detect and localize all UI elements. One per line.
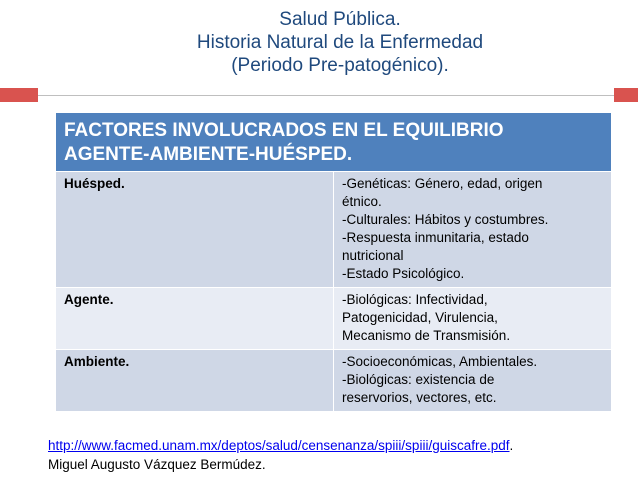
factors-table — [56, 113, 611, 411]
detail-line: Patogenicidad, Virulencia, — [342, 310, 498, 325]
source-citation — [48, 436, 633, 474]
source-link[interactable]: http://www.facmed.unam.mx/deptos/salud/censenanza/spiii/spiii/guiscafre.pdf — [48, 438, 510, 453]
source-link-suffix: . — [509, 438, 514, 453]
table-header-line-2: AGENTE-AMBIENTE-HUÉSPED. — [64, 144, 353, 165]
row-detail-huesped — [334, 172, 612, 288]
row-detail-agente — [334, 288, 612, 350]
source-author: Miguel Augusto Vázquez Bermúdez. — [48, 457, 266, 472]
detail-line: -Culturales: Hábitos y costumbres. — [342, 212, 549, 227]
detail-line: -Biológicas: existencia de — [342, 372, 495, 387]
row-label-huesped: Huésped. — [56, 172, 334, 288]
title-line-3: (Periodo Pre-patogénico). — [231, 55, 449, 76]
accent-bar-left — [0, 88, 38, 102]
table-header-line-1: FACTORES INVOLUCRADOS EN EL EQUILIBRIO — [64, 120, 504, 141]
detail-line: étnico. — [342, 194, 382, 209]
detail-line: -Respuesta inmunitaria, estado — [342, 230, 529, 245]
title-divider — [38, 95, 638, 96]
table-row-ambiente — [56, 350, 611, 412]
table-row-agente — [56, 288, 611, 350]
detail-line: -Biológicas: Infectividad, — [342, 292, 488, 307]
row-label-ambiente: Ambiente. — [56, 350, 334, 412]
title-line-1: Salud Pública. — [279, 9, 401, 30]
detail-line: Mecanismo de Transmisión. — [342, 328, 511, 343]
row-label-agente: Agente. — [56, 288, 334, 350]
detail-line: reservorios, vectores, etc. — [342, 390, 497, 405]
detail-line: -Socioeconómicas, Ambientales. — [342, 354, 538, 369]
slide-title — [140, 8, 540, 77]
table-header — [56, 113, 611, 172]
row-detail-ambiente — [334, 350, 612, 412]
table-header-row — [56, 113, 611, 172]
detail-line: nutricional — [342, 248, 404, 263]
detail-line: -Estado Psicológico. — [342, 266, 465, 281]
table-row-huesped — [56, 172, 611, 288]
accent-bar-right — [614, 88, 638, 102]
detail-line: -Genéticas: Género, edad, origen — [342, 176, 543, 191]
title-line-2: Historia Natural de la Enfermedad — [196, 32, 484, 53]
